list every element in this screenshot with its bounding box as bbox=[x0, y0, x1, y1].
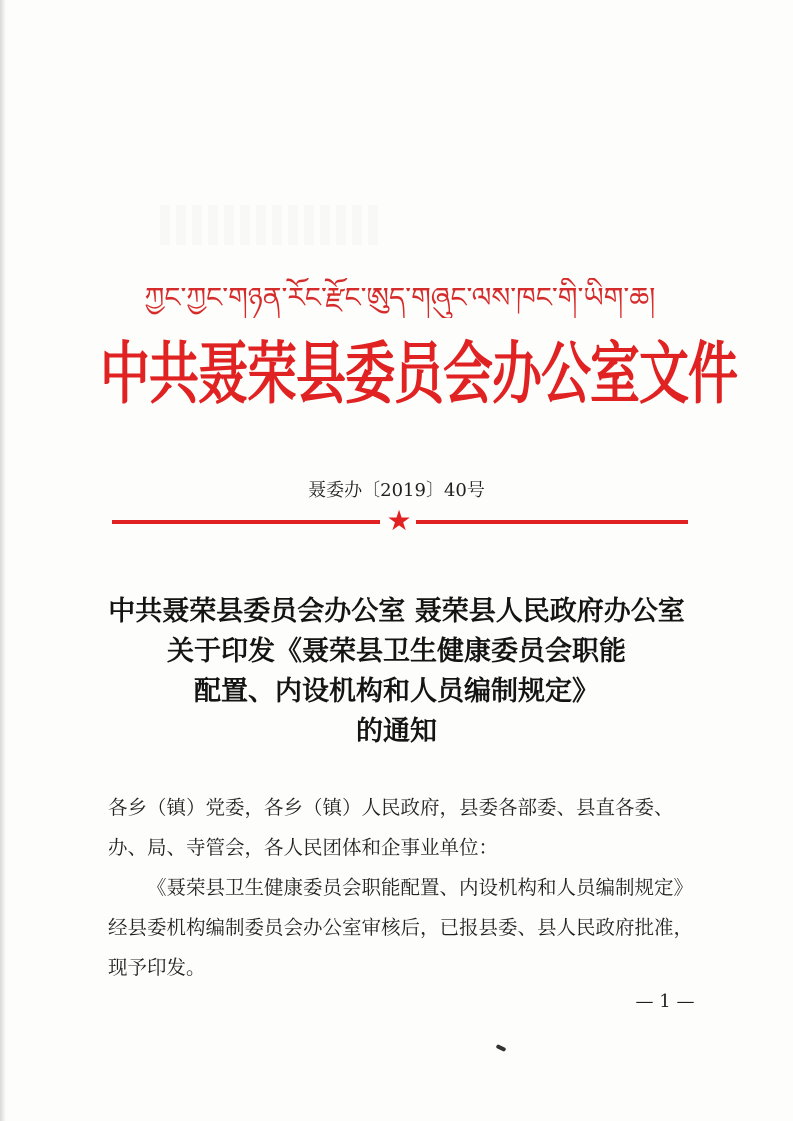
page-number: — 1 — bbox=[635, 991, 695, 1012]
notice-title-line: 的通知 bbox=[356, 716, 437, 747]
addressee-paragraph: 各乡（镇）党委，各乡（镇）人民政府，县委各部委、县直各委、办、局、寺管会，各人民团体和企事业单位： bbox=[108, 796, 674, 859]
star-icon: ★ bbox=[386, 504, 412, 537]
document-header-title: 中共聂荣县委员会办公室文件 bbox=[100, 333, 737, 414]
notice-title-line: 配置、内设机构和人员编制规定》 bbox=[194, 676, 599, 707]
scan-edge-shadow bbox=[0, 0, 6, 1121]
red-divider-right bbox=[416, 520, 688, 524]
tibetan-header-line: ཀྱང་ཀྱང་གཉན་རོང་རྫོང་ཨུད་གཞུང་ལས་ཁང་གི་ཡིག་ཆ། bbox=[144, 281, 656, 314]
red-divider-left bbox=[112, 520, 380, 524]
ink-smudge bbox=[496, 1044, 507, 1052]
body-text bbox=[108, 788, 698, 988]
notice-title bbox=[80, 592, 713, 752]
body-paragraph: 《聂荣县卫生健康委员会职能配置、内设机构和人员编制规定》经县委机构编制委员会办公室审核后，已报县委、县人民政府批准，现予印发。 bbox=[108, 876, 694, 979]
document-number: 聂委办〔2019〕40号 bbox=[308, 480, 485, 501]
notice-title-line: 中共聂荣县委员会办公室 聂荣县人民政府办公室 bbox=[108, 596, 685, 627]
notice-title-line: 关于印发《聂荣县卫生健康委员会职能 bbox=[167, 636, 626, 667]
bleed-through-marks bbox=[160, 205, 380, 245]
